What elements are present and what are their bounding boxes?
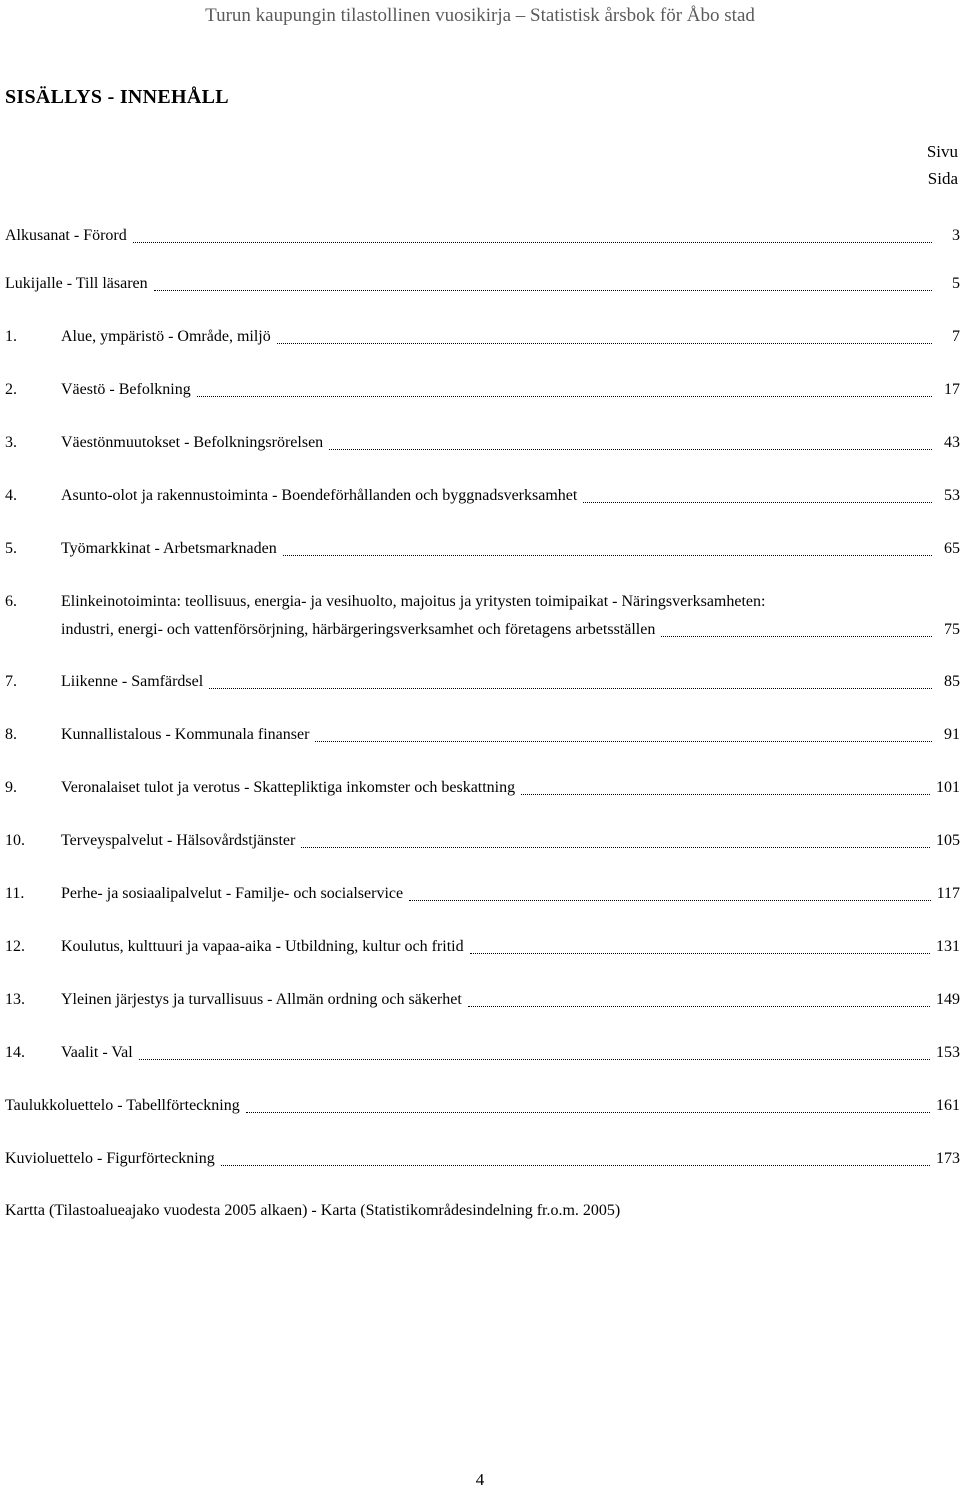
dot-leader xyxy=(470,952,930,954)
toc-entry[interactable] xyxy=(5,668,960,696)
toc-label: Terveyspalvelut - Hälsovårdstjänster xyxy=(61,832,296,849)
toc-page-number: 3 xyxy=(952,227,960,244)
page-title: SISÄLLYS - INNEHÅLL xyxy=(5,86,229,108)
toc-entry[interactable] xyxy=(5,222,960,250)
dot-leader xyxy=(301,846,930,848)
toc-label: Alue, ympäristö - Område, miljö xyxy=(61,328,271,345)
toc-entry[interactable] xyxy=(5,535,960,563)
toc-entry[interactable] xyxy=(5,1145,960,1173)
toc-label: Liikenne - Samfärdsel xyxy=(61,673,204,690)
toc-label: Lukijalle - Till läsaren xyxy=(5,275,148,292)
toc-label-continued: industri, energi- och vattenförsörjning, härbärgeringsverksamhet och företagens arbetsställen xyxy=(61,621,656,638)
dot-leader xyxy=(277,342,932,344)
running-header: Turun kaupungin tilastollinen vuosikirja – Statistisk årsbok för Åbo stad xyxy=(205,5,755,26)
dot-leader xyxy=(283,554,932,556)
dot-leader xyxy=(521,793,930,795)
toc-page-number: 53 xyxy=(944,487,960,504)
dot-leader xyxy=(154,289,932,291)
toc-chapter-number: 6. xyxy=(5,593,17,610)
dot-leader xyxy=(329,448,932,450)
toc-entry[interactable] xyxy=(5,323,960,351)
toc-page-number: 131 xyxy=(936,938,960,955)
toc-entry[interactable] xyxy=(5,588,960,644)
toc-chapter-number: 12. xyxy=(5,938,25,955)
toc-entry[interactable] xyxy=(5,933,960,961)
toc-page-number: 161 xyxy=(936,1097,960,1114)
toc-chapter-number: 11. xyxy=(5,885,25,902)
toc-page-number: 91 xyxy=(944,726,960,743)
toc-page-number: 105 xyxy=(936,832,960,849)
toc-chapter-number: 10. xyxy=(5,832,25,849)
toc-page-number: 117 xyxy=(936,885,960,902)
toc-label: Kuvioluettelo - Figurförteckning xyxy=(5,1150,215,1167)
toc-chapter-number: 14. xyxy=(5,1044,25,1061)
toc-label: Vaalit - Val xyxy=(61,1044,133,1061)
toc-entry[interactable] xyxy=(5,376,960,404)
toc-page-number: 17 xyxy=(944,381,960,398)
toc-entry[interactable] xyxy=(5,827,960,855)
toc-label: Väestö - Befolkning xyxy=(61,381,191,398)
toc-label: Työmarkkinat - Arbetsmarknaden xyxy=(61,540,277,557)
toc-label: Alkusanat - Förord xyxy=(5,227,127,244)
page-number: 4 xyxy=(475,1470,485,1489)
toc-page-number: 101 xyxy=(936,779,960,796)
toc-page-number: 153 xyxy=(936,1044,960,1061)
toc-page-number: 149 xyxy=(936,991,960,1008)
toc-entry[interactable] xyxy=(5,774,960,802)
toc-chapter-number: 5. xyxy=(5,540,17,557)
toc-chapter-number: 3. xyxy=(5,434,17,451)
toc-chapter-number: 4. xyxy=(5,487,17,504)
dot-leader xyxy=(139,1058,930,1060)
toc-label: Kunnallistalous - Kommunala finanser xyxy=(61,726,310,743)
toc-label: Veronalaiset tulot ja verotus - Skattepliktiga inkomster och beskattning xyxy=(61,779,516,796)
toc-entry[interactable] xyxy=(5,880,960,908)
toc-page-number: 5 xyxy=(952,275,960,292)
toc-entry[interactable] xyxy=(5,1197,960,1225)
toc-entry[interactable] xyxy=(5,270,960,298)
toc-entry[interactable] xyxy=(5,429,960,457)
dot-leader xyxy=(133,241,932,243)
toc-page-number: 43 xyxy=(944,434,960,451)
toc-chapter-number: 8. xyxy=(5,726,17,743)
toc-entry[interactable] xyxy=(5,1092,960,1120)
toc-label: Asunto-olot ja rakennustoiminta - Boendeförhållanden och byggnadsverksamhet xyxy=(61,487,578,504)
page-column-heading-sv: Sida xyxy=(927,169,958,188)
toc-label: Koulutus, kulttuuri ja vapaa-aika - Utbildning, kultur och fritid xyxy=(61,938,464,955)
toc-entry[interactable] xyxy=(5,986,960,1014)
toc-label: Perhe- ja sosiaalipalvelut - Familje- och socialservice xyxy=(61,885,404,902)
toc-chapter-number: 7. xyxy=(5,673,17,690)
dot-leader xyxy=(661,635,932,637)
toc-label: Taulukkoluettelo - Tabellförteckning xyxy=(5,1097,240,1114)
dot-leader xyxy=(221,1164,930,1166)
toc-page-number: 85 xyxy=(944,673,960,690)
toc-label: Elinkeinotoiminta: teollisuus, energia- ja vesihuolto, majoitus ja yritysten toimipaikat - Näringsverksamheten: xyxy=(61,593,766,610)
dot-leader xyxy=(468,1005,930,1007)
dot-leader xyxy=(409,899,930,901)
toc-chapter-number: 1. xyxy=(5,328,17,345)
toc-label: Väestönmuutokset - Befolkningsrörelsen xyxy=(61,434,324,451)
dot-leader xyxy=(315,740,932,742)
dot-leader xyxy=(209,687,932,689)
toc-page-number: 65 xyxy=(944,540,960,557)
toc-page-number: 7 xyxy=(952,328,960,345)
dot-leader xyxy=(583,501,932,503)
dot-leader xyxy=(197,395,932,397)
toc-label: Yleinen järjestys ja turvallisuus - Allmän ordning och säkerhet xyxy=(61,991,462,1008)
toc-page-number: 75 xyxy=(944,621,960,638)
toc-entry[interactable] xyxy=(5,721,960,749)
toc-chapter-number: 2. xyxy=(5,381,17,398)
toc-entry[interactable] xyxy=(5,1039,960,1067)
toc-label: Kartta (Tilastoalueajako vuodesta 2005 alkaen) - Karta (Statistikområdesindelning fr.o.m. 2005) xyxy=(5,1202,621,1219)
toc-chapter-number: 13. xyxy=(5,991,25,1008)
toc-chapter-number: 9. xyxy=(5,779,17,796)
page-column-heading-fi: Sivu xyxy=(926,142,958,161)
toc-entry[interactable] xyxy=(5,482,960,510)
dot-leader xyxy=(246,1111,930,1113)
toc-page-number: 173 xyxy=(936,1150,960,1167)
